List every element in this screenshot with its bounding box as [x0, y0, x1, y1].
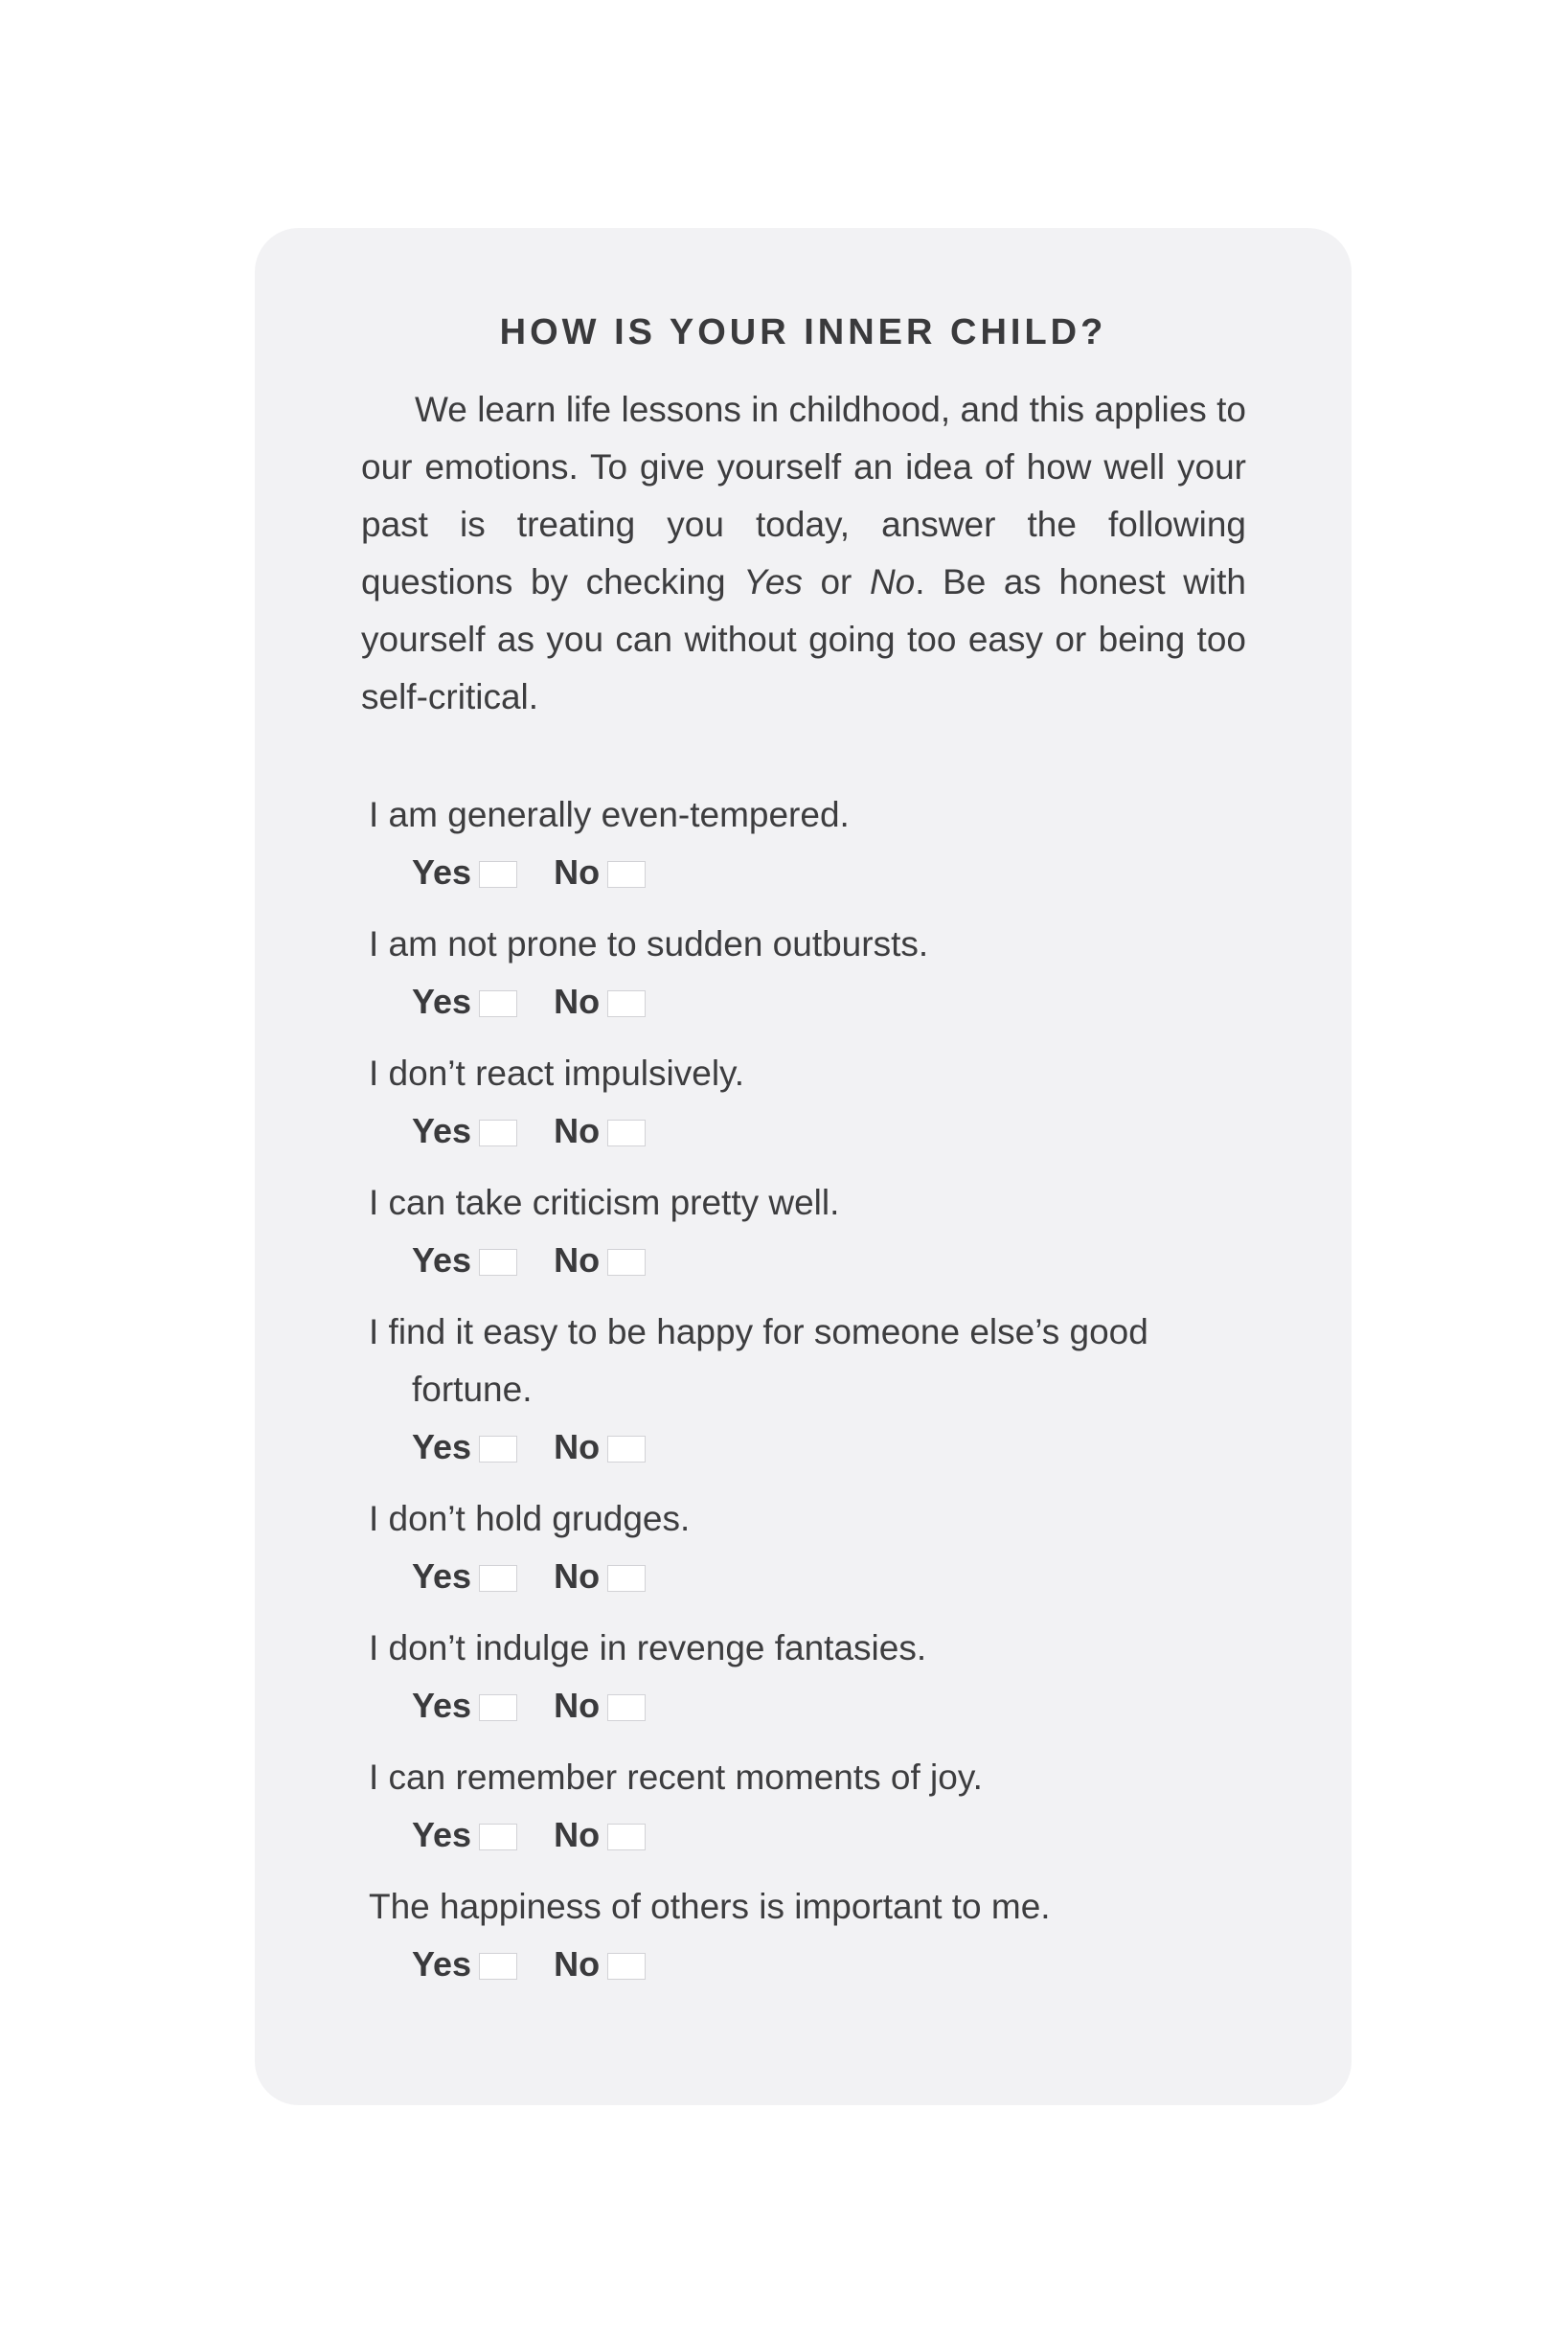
no-checkbox[interactable] — [607, 1249, 646, 1276]
question-item — [369, 1749, 1231, 1864]
no-label: No — [554, 1111, 601, 1150]
no-option[interactable] — [554, 852, 646, 893]
yes-label: Yes — [412, 1815, 472, 1854]
yes-option[interactable] — [412, 852, 517, 893]
yes-label: Yes — [412, 982, 472, 1021]
question-item — [369, 1490, 1231, 1605]
yes-label: Yes — [412, 1944, 472, 1984]
answer-row — [369, 1806, 1231, 1864]
question-text: I am not prone to sudden outbursts. — [369, 924, 929, 964]
no-option[interactable] — [554, 1944, 646, 1984]
page-title: HOW IS YOUR INNER CHILD? — [499, 312, 1107, 352]
answer-row — [369, 844, 1231, 901]
no-label: No — [554, 1686, 601, 1725]
yes-checkbox[interactable] — [479, 1565, 517, 1592]
yes-checkbox[interactable] — [479, 1694, 517, 1721]
question-text: I find it easy to be happy for someone else’s good fortune. — [369, 1312, 1148, 1409]
question-item — [369, 1304, 1231, 1476]
answer-row — [369, 1677, 1231, 1735]
yes-label: Yes — [412, 1240, 472, 1280]
no-label: No — [554, 1240, 601, 1280]
answer-row — [369, 973, 1231, 1031]
quiz-card — [255, 228, 1352, 2105]
no-option[interactable] — [554, 1686, 646, 1726]
yes-checkbox[interactable] — [479, 1249, 517, 1276]
no-option[interactable] — [554, 1240, 646, 1281]
yes-label: Yes — [412, 1427, 472, 1466]
no-label: No — [554, 1944, 601, 1984]
yes-checkbox[interactable] — [479, 1436, 517, 1463]
no-checkbox[interactable] — [607, 1694, 646, 1721]
question-text: The happiness of others is important to me. — [369, 1887, 1051, 1926]
question-text: I am generally even-tempered. — [369, 795, 850, 834]
question-item — [369, 1878, 1231, 1993]
intro-text-2: . Be as honest with yourself as you can without going too easy or being too self-critical. — [361, 562, 1246, 716]
question-text: I can take criticism pretty well. — [369, 1183, 840, 1222]
yes-option[interactable] — [412, 1815, 517, 1855]
yes-checkbox[interactable] — [479, 1824, 517, 1850]
no-option[interactable] — [554, 1556, 646, 1597]
no-checkbox[interactable] — [607, 1436, 646, 1463]
yes-checkbox[interactable] — [479, 990, 517, 1017]
yes-label: Yes — [412, 1111, 472, 1150]
question-text: I don’t indulge in revenge fantasies. — [369, 1628, 927, 1667]
yes-label: Yes — [412, 1556, 472, 1596]
no-label: No — [554, 852, 601, 892]
yes-option[interactable] — [412, 1427, 517, 1467]
no-checkbox[interactable] — [607, 1824, 646, 1850]
intro-yes-word: Yes — [743, 562, 803, 601]
yes-checkbox[interactable] — [479, 1953, 517, 1980]
question-text: I can remember recent moments of joy. — [369, 1758, 983, 1797]
answer-row — [369, 1936, 1231, 1993]
answer-row — [369, 1102, 1231, 1160]
no-option[interactable] — [554, 1427, 646, 1467]
no-option[interactable] — [554, 1111, 646, 1151]
answer-row — [369, 1548, 1231, 1605]
yes-label: Yes — [412, 1686, 472, 1725]
question-text: I don’t react impulsively. — [369, 1054, 745, 1093]
no-checkbox[interactable] — [607, 1565, 646, 1592]
answer-row — [369, 1418, 1231, 1476]
no-option[interactable] — [554, 982, 646, 1022]
answer-row — [369, 1232, 1231, 1289]
question-item — [369, 1620, 1231, 1735]
no-label: No — [554, 982, 601, 1021]
question-text: I don’t hold grudges. — [369, 1499, 691, 1538]
no-option[interactable] — [554, 1815, 646, 1855]
no-label: No — [554, 1427, 601, 1466]
no-checkbox[interactable] — [607, 1953, 646, 1980]
no-checkbox[interactable] — [607, 1120, 646, 1146]
question-item — [369, 1045, 1231, 1160]
intro-text-1: We learn life lessons in childhood, and this applies to our emotions. To give yourself an idea of how well your past is treating you today, answer the following questions by checking — [361, 390, 1246, 601]
question-item — [369, 786, 1231, 901]
yes-option[interactable] — [412, 1686, 517, 1726]
question-item — [369, 1174, 1231, 1289]
no-checkbox[interactable] — [607, 990, 646, 1017]
question-item — [369, 916, 1231, 1031]
intro-or-word: or — [802, 562, 870, 601]
yes-label: Yes — [412, 852, 472, 892]
yes-option[interactable] — [412, 982, 517, 1022]
question-list — [369, 786, 1231, 2007]
yes-checkbox[interactable] — [479, 861, 517, 888]
yes-option[interactable] — [412, 1556, 517, 1597]
no-checkbox[interactable] — [607, 861, 646, 888]
no-label: No — [554, 1815, 601, 1854]
intro-paragraph — [361, 381, 1246, 726]
yes-checkbox[interactable] — [479, 1120, 517, 1146]
yes-option[interactable] — [412, 1944, 517, 1984]
intro-no-word: No — [869, 562, 916, 601]
yes-option[interactable] — [412, 1111, 517, 1151]
yes-option[interactable] — [412, 1240, 517, 1281]
no-label: No — [554, 1556, 601, 1596]
